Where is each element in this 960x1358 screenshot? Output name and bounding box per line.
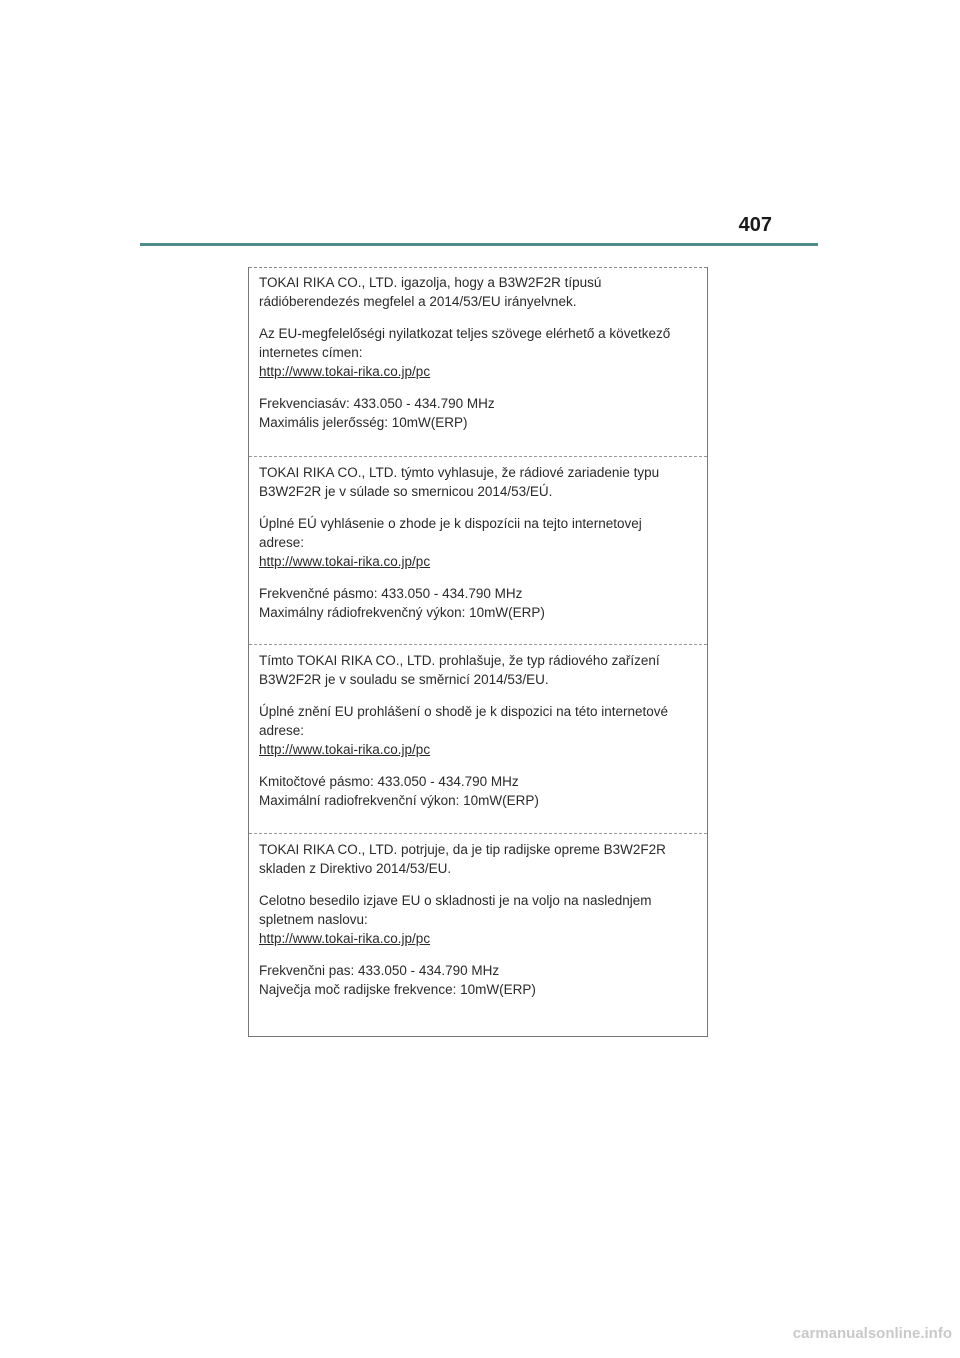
declaration-url[interactable]: http://www.tokai-rika.co.jp/pc [259,742,431,757]
intro-line: TOKAI RIKA CO., LTD. igazolja, hogy a B3W2F2R típusú [259,275,602,290]
intro-line: TOKAI RIKA CO., LTD. potrjuje, da je tip radijske opreme B3W2F2R [259,842,666,857]
frequency-band: Frekvenciasáv: 433.050 - 434.790 MHz [259,396,495,411]
declaration-block-hungarian [249,267,707,456]
availability-line: adrese: [259,723,305,738]
availability-line: Celotno besedilo izjave EU o skladnosti je na voljo na naslednjem [259,893,652,908]
intro-line: B3W2F2R je v súlade so smernicou 2014/53/EÚ. [259,484,553,499]
declaration-block-slovak [249,456,707,644]
availability-line: Úplné znění EU prohlášení o shodě je k dispozici na této internetové [259,704,669,719]
availability-line: Az EU-megfelelőségi nyilatkozat teljes szövege elérhető a következő [259,326,671,341]
declaration-sheet [248,267,708,1037]
max-power: Maximální radiofrekvenční výkon: 10mW(ERP) [259,793,539,808]
declaration-block-czech [249,644,707,833]
availability-line: Úplné EÚ vyhlásenie o zhode je k dispozícii na tejto internetovej [259,516,642,531]
intro-line: rádióberendezés megfelel a 2014/53/EU irányelvnek. [259,294,577,309]
declaration-url[interactable]: http://www.tokai-rika.co.jp/pc [259,364,431,379]
intro-line: B3W2F2R je v souladu se směrnicí 2014/53/EU. [259,672,549,687]
intro-line: skladen z Direktivo 2014/53/EU. [259,861,452,876]
declaration-block-slovenian [249,833,707,1037]
availability-line: spletnem naslovu: [259,912,368,927]
availability-line: internetes címen: [259,345,363,360]
watermark-logo: carmanualsonline.info [792,1325,952,1342]
declaration-url[interactable]: http://www.tokai-rika.co.jp/pc [259,931,431,946]
frequency-band: Frekvenčni pas: 433.050 - 434.790 MHz [259,963,500,978]
header-rule [140,243,818,246]
intro-line: TOKAI RIKA CO., LTD. týmto vyhlasuje, že rádiové zariadenie typu [259,465,660,480]
intro-line: Tímto TOKAI RIKA CO., LTD. prohlašuje, že typ rádiového zařízení [259,653,660,668]
page-number: 407 [738,214,772,236]
availability-line: adrese: [259,535,305,550]
declaration-url[interactable]: http://www.tokai-rika.co.jp/pc [259,554,431,569]
frequency-band: Frekvenčné pásmo: 433.050 - 434.790 MHz [259,586,523,601]
frequency-band: Kmitočtové pásmo: 433.050 - 434.790 MHz [259,774,519,789]
max-power: Največja moč radijske frekvence: 10mW(ERP) [259,982,536,997]
max-power: Maximálny rádiofrekvenčný výkon: 10mW(ERP) [259,605,545,620]
max-power: Maximális jelerősség: 10mW(ERP) [259,415,468,430]
